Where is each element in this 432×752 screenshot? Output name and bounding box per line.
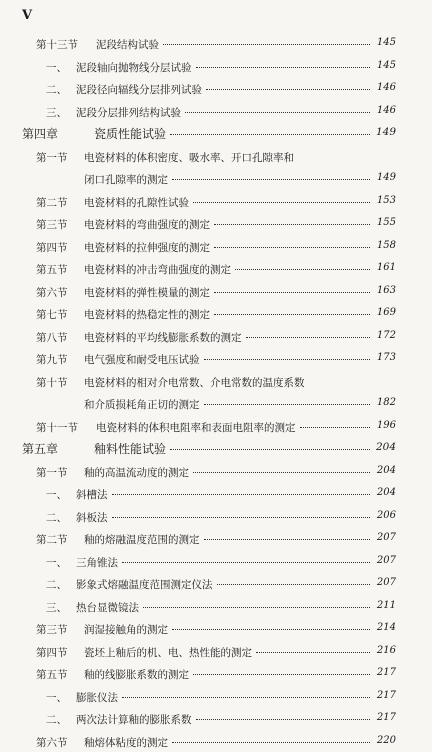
- toc-entry-title: 三角锥法: [76, 555, 118, 570]
- toc-entry-title: 电瓷材料的体积密度、吸水率、开口孔隙率和: [84, 150, 294, 165]
- toc-entry[interactable]: [0, 325, 432, 348]
- toc-dot-leader: [217, 584, 371, 585]
- toc-entry-label: 第一节: [36, 150, 68, 165]
- toc-entry-label: 二、: [46, 577, 67, 592]
- toc-dot-leader: [170, 449, 370, 450]
- toc-entry[interactable]: [0, 257, 432, 280]
- toc-entry-page: 161: [377, 262, 396, 273]
- toc-dot-leader: [193, 472, 370, 473]
- toc-entry-page: 204: [377, 465, 396, 476]
- toc-entry-label: 二、: [46, 510, 67, 525]
- toc-entry-title: 瓷质性能试验: [94, 125, 166, 142]
- toc-entry[interactable]: [0, 662, 432, 685]
- toc-entry-title: 影象式熔融温度范围测定仪法: [76, 577, 213, 592]
- toc-entry[interactable]: [0, 595, 432, 618]
- toc-dot-leader: [122, 562, 370, 563]
- toc-entry-page: 216: [377, 645, 396, 656]
- toc-entry[interactable]: [0, 370, 432, 393]
- toc-entry-page: 211: [377, 600, 396, 611]
- toc-dot-leader: [172, 179, 370, 180]
- toc-dot-leader: [214, 314, 370, 315]
- toc-entry-label: 第五节: [36, 667, 68, 682]
- table-of-contents: [0, 32, 432, 752]
- toc-entry-title: 电瓷材料的体积电阻率和表面电阻率的测定: [96, 420, 296, 435]
- toc-entry-label: 第六节: [36, 285, 68, 300]
- toc-entry-page: 204: [377, 487, 396, 498]
- toc-entry[interactable]: [0, 730, 432, 752]
- toc-entry[interactable]: [0, 527, 432, 550]
- toc-entry-label: 第一节: [36, 465, 68, 480]
- toc-entry-label: 第三节: [36, 622, 68, 637]
- toc-entry-title: 泥段结构试验: [96, 37, 159, 52]
- toc-entry-label: 第七节: [36, 307, 68, 322]
- toc-entry[interactable]: [0, 167, 432, 190]
- toc-entry-label: 第六节: [36, 735, 68, 750]
- toc-entry-title: 釉的熔融温度范围的测定: [84, 532, 200, 547]
- toc-entry-page: 207: [377, 577, 396, 588]
- toc-entry-page: 196: [377, 420, 396, 431]
- toc-entry-title: 热台显微镜法: [76, 600, 139, 615]
- toc-entry-title: 斜槽法: [76, 487, 108, 502]
- toc-dot-leader: [196, 719, 371, 720]
- toc-entry[interactable]: [0, 347, 432, 370]
- toc-entry[interactable]: [0, 100, 432, 123]
- toc-entry-title: 泥段分层排列结构试验: [76, 105, 181, 120]
- toc-entry[interactable]: [0, 572, 432, 595]
- toc-entry-label: 第十一节: [36, 420, 78, 435]
- toc-entry-label: 第五章: [22, 440, 58, 457]
- toc-entry-label: 二、: [46, 82, 67, 97]
- toc-entry-title: 电瓷材料的孔隙性试验: [84, 195, 189, 210]
- toc-dot-leader: [185, 112, 370, 113]
- toc-entry-label: 第五节: [36, 262, 68, 277]
- toc-dot-leader: [204, 404, 371, 405]
- toc-entry-label: 三、: [46, 105, 67, 120]
- toc-entry-page: 145: [377, 37, 396, 48]
- toc-dot-leader: [112, 517, 371, 518]
- toc-dot-leader: [143, 607, 370, 608]
- toc-entry-title: 电瓷材料的弹性模量的测定: [84, 285, 210, 300]
- toc-entry[interactable]: [0, 302, 432, 325]
- toc-entry[interactable]: [0, 55, 432, 78]
- toc-entry-page: 153: [377, 195, 396, 206]
- toc-entry[interactable]: [0, 235, 432, 258]
- toc-entry-label: 第九节: [36, 352, 68, 367]
- toc-entry-label: 一、: [46, 555, 67, 570]
- toc-entry-title: 釉熔体粘度的测定: [84, 735, 168, 750]
- toc-entry-title: 电瓷材料的相对介电常数、介电常数的温度系数: [84, 375, 305, 390]
- toc-entry-page: 172: [377, 330, 396, 341]
- toc-entry[interactable]: [0, 460, 432, 483]
- toc-entry[interactable]: [0, 685, 432, 708]
- toc-dot-leader: [172, 742, 370, 743]
- toc-entry-title: 釉的高温流动度的测定: [84, 465, 189, 480]
- toc-entry-page: 158: [377, 240, 396, 251]
- toc-entry-label: 一、: [46, 60, 67, 75]
- toc-entry-label: 第二节: [36, 532, 68, 547]
- toc-entry[interactable]: [0, 640, 432, 663]
- toc-entry-page: 145: [377, 60, 396, 71]
- toc-entry-page: 206: [377, 510, 396, 521]
- toc-entry-page: 146: [377, 105, 396, 116]
- toc-entry[interactable]: [0, 392, 432, 415]
- toc-entry-page: 149: [377, 172, 396, 183]
- toc-dot-leader: [196, 67, 371, 68]
- toc-dot-leader: [300, 427, 371, 428]
- toc-entry-page: 155: [377, 217, 396, 228]
- toc-entry-label: 第十三节: [36, 37, 78, 52]
- toc-dot-leader: [214, 292, 370, 293]
- toc-entry-label: 第三节: [36, 217, 68, 232]
- toc-entry-title: 泥段轴向抛物线分层试验: [76, 60, 192, 75]
- toc-entry-label: 第四节: [36, 240, 68, 255]
- toc-entry-label: 一、: [46, 690, 67, 705]
- toc-dot-leader: [122, 697, 370, 698]
- toc-entry[interactable]: [0, 32, 432, 55]
- toc-entry-label: 三、: [46, 600, 67, 615]
- toc-entry-title: 釉的线膨胀系数的测定: [84, 667, 189, 682]
- toc-entry-page: 207: [377, 555, 396, 566]
- toc-dot-leader: [193, 674, 370, 675]
- toc-entry-title: 釉料性能试验: [94, 440, 166, 457]
- toc-entry-title: 电瓷材料的冲击弯曲强度的测定: [84, 262, 231, 277]
- toc-entry-title: 泥段径向辐线分层排列试验: [76, 82, 202, 97]
- toc-entry-page: 220: [377, 735, 396, 746]
- toc-entry-title: 膨胀仪法: [76, 690, 118, 705]
- toc-entry-title: 电瓷材料的拉伸强度的测定: [84, 240, 210, 255]
- toc-dot-leader: [246, 337, 371, 338]
- toc-entry-page: 169: [377, 307, 396, 318]
- toc-dot-leader: [163, 44, 370, 45]
- toc-entry-title: 润湿接触角的测定: [84, 622, 168, 637]
- toc-dot-leader: [214, 247, 370, 248]
- toc-entry-page: 163: [377, 285, 396, 296]
- toc-entry-page: 173: [377, 352, 396, 363]
- toc-entry[interactable]: [0, 145, 432, 168]
- toc-entry-title: 电瓷材料的弯曲强度的测定: [84, 217, 210, 232]
- toc-entry-title: 瓷坯上釉后的机、电、热性能的测定: [84, 645, 252, 660]
- toc-dot-leader: [235, 269, 370, 270]
- toc-entry-page: 149: [376, 126, 396, 138]
- toc-dot-leader: [206, 89, 370, 90]
- toc-entry-label: 二、: [46, 712, 67, 727]
- toc-entry-page: 207: [377, 532, 396, 543]
- toc-entry-page: 182: [377, 397, 396, 408]
- toc-entry-label: 一、: [46, 487, 67, 502]
- toc-entry-title: 电瓷材料的平均线膨胀系数的测定: [84, 330, 242, 345]
- toc-entry-page: 217: [377, 712, 396, 723]
- toc-entry-page: 204: [376, 441, 396, 453]
- page-number: Ⅴ: [22, 8, 33, 23]
- toc-entry[interactable]: [0, 482, 432, 505]
- toc-entry[interactable]: [0, 122, 432, 145]
- toc-dot-leader: [204, 359, 371, 360]
- toc-entry-page: 214: [377, 622, 396, 633]
- toc-dot-leader: [193, 202, 370, 203]
- toc-dot-leader: [256, 652, 370, 653]
- toc-entry-page: 146: [377, 82, 396, 93]
- toc-dot-leader: [214, 224, 370, 225]
- toc-entry[interactable]: [0, 505, 432, 528]
- toc-entry[interactable]: [0, 437, 432, 460]
- toc-entry[interactable]: [0, 77, 432, 100]
- toc-dot-leader: [170, 134, 370, 135]
- toc-dot-leader: [112, 494, 371, 495]
- toc-entry[interactable]: [0, 617, 432, 640]
- toc-entry-label: 第八节: [36, 330, 68, 345]
- toc-entry-title: 电气强度和耐受电压试验: [84, 352, 200, 367]
- toc-dot-leader: [204, 539, 371, 540]
- toc-entry-label: 第四章: [22, 125, 58, 142]
- toc-entry[interactable]: [0, 415, 432, 438]
- toc-entry-title: 和介质损耗角正切的测定: [84, 397, 200, 412]
- toc-entry-label: 第十节: [36, 375, 68, 390]
- toc-entry[interactable]: [0, 190, 432, 213]
- toc-entry-label: 第二节: [36, 195, 68, 210]
- toc-entry[interactable]: [0, 280, 432, 303]
- toc-entry[interactable]: [0, 707, 432, 730]
- toc-entry-title: 电瓷材料的热稳定性的测定: [84, 307, 210, 322]
- toc-entry-title: 闭口孔隙率的测定: [84, 172, 168, 187]
- toc-entry[interactable]: [0, 550, 432, 573]
- toc-entry-page: 217: [377, 690, 396, 701]
- toc-entry-title: 斜板法: [76, 510, 108, 525]
- toc-entry-title: 两次法计算釉的膨胀系数: [76, 712, 192, 727]
- toc-entry-label: 第四节: [36, 645, 68, 660]
- toc-entry[interactable]: [0, 212, 432, 235]
- toc-entry-page: 217: [377, 667, 396, 678]
- toc-dot-leader: [172, 629, 370, 630]
